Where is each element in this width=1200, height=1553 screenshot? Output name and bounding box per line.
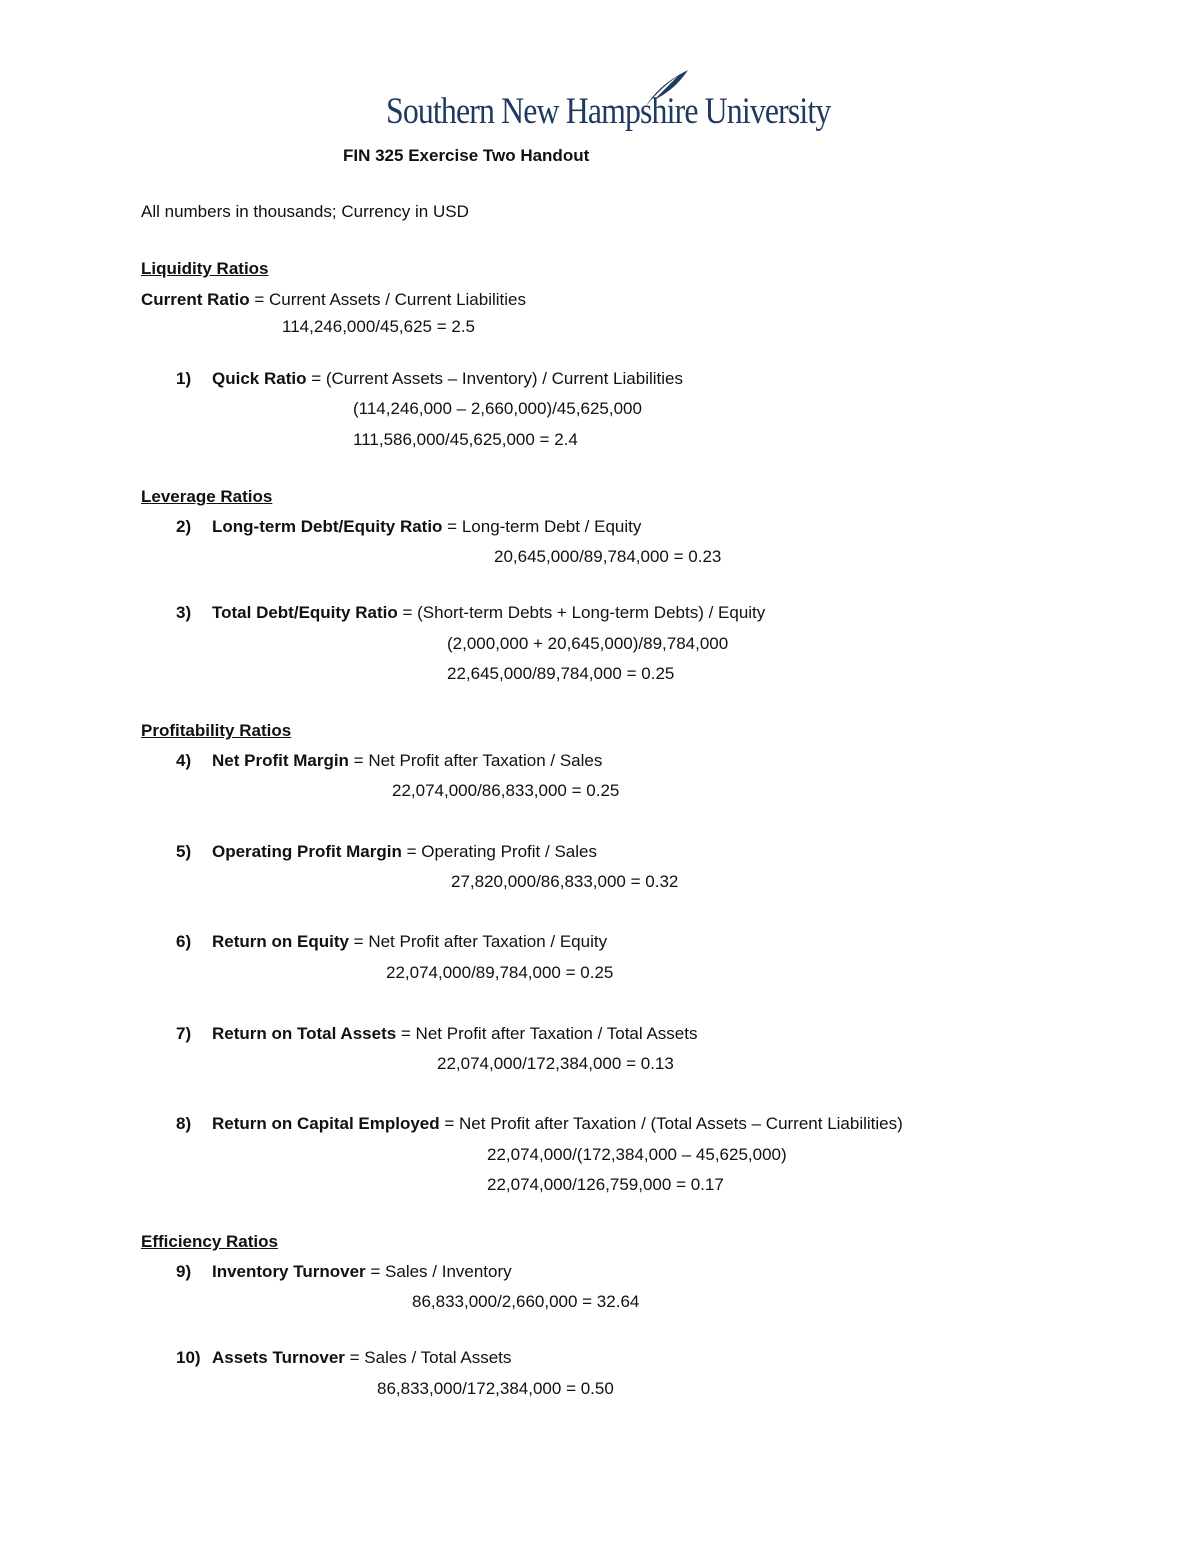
item-number: 2) [176,517,192,536]
item-number: 3) [176,603,192,622]
lt-debt-equity-calc: 20,645,000/89,784,000 = 0.23 [494,547,722,566]
assets-turnover-calc: 86,833,000/172,384,000 = 0.50 [377,1379,614,1398]
formula-text: = Current Assets / Current Liabilities [249,290,526,309]
section-heading-liquidity: Liquidity Ratios [141,259,269,278]
return-on-capital-employed-calc-1: 22,074,000/(172,384,000 – 45,625,000) [487,1145,787,1164]
inventory-turnover-formula [176,1262,512,1282]
assets-turnover-formula [176,1348,511,1368]
formula-text: = Net Profit after Taxation / Total Assets [396,1024,698,1043]
formula-text: = (Short-term Debts + Long-term Debts) / Equity [397,603,766,622]
quick-ratio-calc-1: (114,246,000 – 2,660,000)/45,625,000 [353,399,642,418]
ratio-name: Operating Profit Margin [212,842,402,861]
formula-text: = Net Profit after Taxation / Sales [348,751,603,770]
logo-text: Southern New Hampshire University [386,91,831,132]
item-number: 8) [176,1114,192,1133]
item-number: 1) [176,369,192,388]
formula-text: = Long-term Debt / Equity [442,517,642,536]
current-ratio-calc: 114,246,000/45,625 = 2.5 [282,317,476,336]
total-debt-equity-formula [176,603,765,623]
ratio-name: Current Ratio [141,290,250,309]
item-number: 9) [176,1262,192,1281]
item-number: 7) [176,1024,192,1043]
current-ratio-formula [141,290,526,310]
formula-text: = Sales / Total Assets [344,1348,512,1367]
formula-text: = Net Profit after Taxation / (Total Assets – Current Liabilities) [439,1114,903,1133]
ratio-name: Return on Equity [212,932,349,951]
operating-profit-margin-calc: 27,820,000/86,833,000 = 0.32 [451,872,679,891]
section-heading-efficiency: Efficiency Ratios [141,1232,278,1251]
section-heading-leverage: Leverage Ratios [141,487,273,506]
total-debt-equity-calc-2: 22,645,000/89,784,000 = 0.25 [447,664,675,683]
operating-profit-margin-formula [176,842,597,862]
section-heading-profitability: Profitability Ratios [141,721,292,740]
page-title: FIN 325 Exercise Two Handout [343,146,590,165]
return-on-capital-employed-formula [176,1114,903,1134]
quick-ratio-formula [176,369,683,389]
item-number: 5) [176,842,192,861]
ratio-name: Inventory Turnover [212,1262,366,1281]
formula-text: = Net Profit after Taxation / Equity [348,932,608,951]
university-logo [386,68,831,138]
return-on-capital-employed-calc-2: 22,074,000/126,759,000 = 0.17 [487,1175,724,1194]
item-number: 10) [176,1348,201,1367]
return-on-total-assets-formula [176,1024,697,1044]
formula-text: = Sales / Inventory [365,1262,512,1281]
total-debt-equity-calc-1: (2,000,000 + 20,645,000)/89,784,000 [447,634,729,653]
net-profit-margin-formula [176,751,602,771]
return-on-total-assets-calc: 22,074,000/172,384,000 = 0.13 [437,1054,674,1073]
ratio-name: Assets Turnover [212,1348,345,1367]
ratio-name: Return on Total Assets [212,1024,397,1043]
ratio-name: Total Debt/Equity Ratio [212,603,398,622]
return-on-equity-calc: 22,074,000/89,784,000 = 0.25 [386,963,614,982]
ratio-name: Return on Capital Employed [212,1114,440,1133]
quick-ratio-calc-2: 111,586,000/45,625,000 = 2.4 [353,430,578,449]
net-profit-margin-calc: 22,074,000/86,833,000 = 0.25 [392,781,620,800]
formula-text: = Operating Profit / Sales [401,842,597,861]
item-number: 6) [176,932,192,951]
ratio-name: Net Profit Margin [212,751,349,770]
units-note: All numbers in thousands; Currency in USD [141,202,469,221]
inventory-turnover-calc: 86,833,000/2,660,000 = 32.64 [412,1292,640,1311]
item-number: 4) [176,751,192,770]
lt-debt-equity-formula [176,517,641,537]
ratio-name: Long-term Debt/Equity Ratio [212,517,443,536]
formula-text: = (Current Assets – Inventory) / Current Liabilities [306,369,683,388]
ratio-name: Quick Ratio [212,369,307,388]
return-on-equity-formula [176,932,607,952]
